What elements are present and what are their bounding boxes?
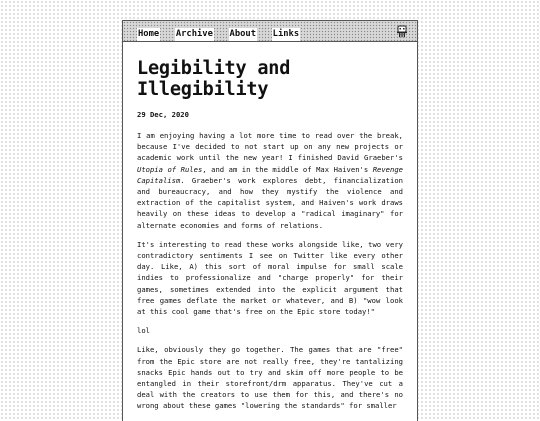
nav-archive-link[interactable]: Archive <box>175 29 213 39</box>
nav-links-link[interactable]: Links <box>272 29 300 39</box>
post-title: Legibility and Illegibility <box>137 58 291 100</box>
paragraph-1-text-b: , and am in the middle of Max Haiven's <box>202 164 373 174</box>
paragraph-4: Like, obviously they go together. The games that are "free" from the Epic store are not really free, they're tantalizing snacks Epic hands out to try and skim off more people to be entangled in their storefront/drm apparatus. They've cut a deal with the creators to use them for this, and there's no wrong about these games "lowering the standards" for smaller <box>137 345 403 411</box>
page-container <box>122 20 418 421</box>
nav-about-link[interactable]: About <box>229 29 257 39</box>
paragraph-2: It's interesting to read these works alongside like, two very contradictory sentiments I see on Twitter like every other day. Like, A) this sort of moral impulse for small scale indies to professionalize and "charge properly" for their games, sometimes extended into the explicit argument that free games deflate the market or whatever, and B) "wow look at this cool game that's free on the Epic store today!" <box>137 239 403 317</box>
paragraph-3: lol <box>137 326 150 336</box>
nav-home-link[interactable]: Home <box>138 29 160 39</box>
paragraph-1 <box>137 130 403 231</box>
book-title-revenge: Revenge Capitalism <box>137 164 403 185</box>
top-nav <box>123 21 417 42</box>
paragraph-1-text-c: . Graeber's work explores debt, financialization and bureaucracy, and how they mystify the violence and extraction of the capitalist system, and Haiven's work draws heavily on these ideas to develop a "radical imaginary" for alternate economies and forms of relations. <box>137 175 403 230</box>
mascot-icon[interactable] <box>396 25 408 38</box>
post-date: 29 Dec, 2020 <box>137 110 189 119</box>
post-content <box>123 42 417 412</box>
book-title-utopia: Utopia of Rules <box>137 164 203 174</box>
paragraph-1-text-a: I am enjoying having a lot more time to read over the break, because I've decided to not start up on any new projects or academic work until the new year! I finished David Graeber's <box>137 131 403 163</box>
